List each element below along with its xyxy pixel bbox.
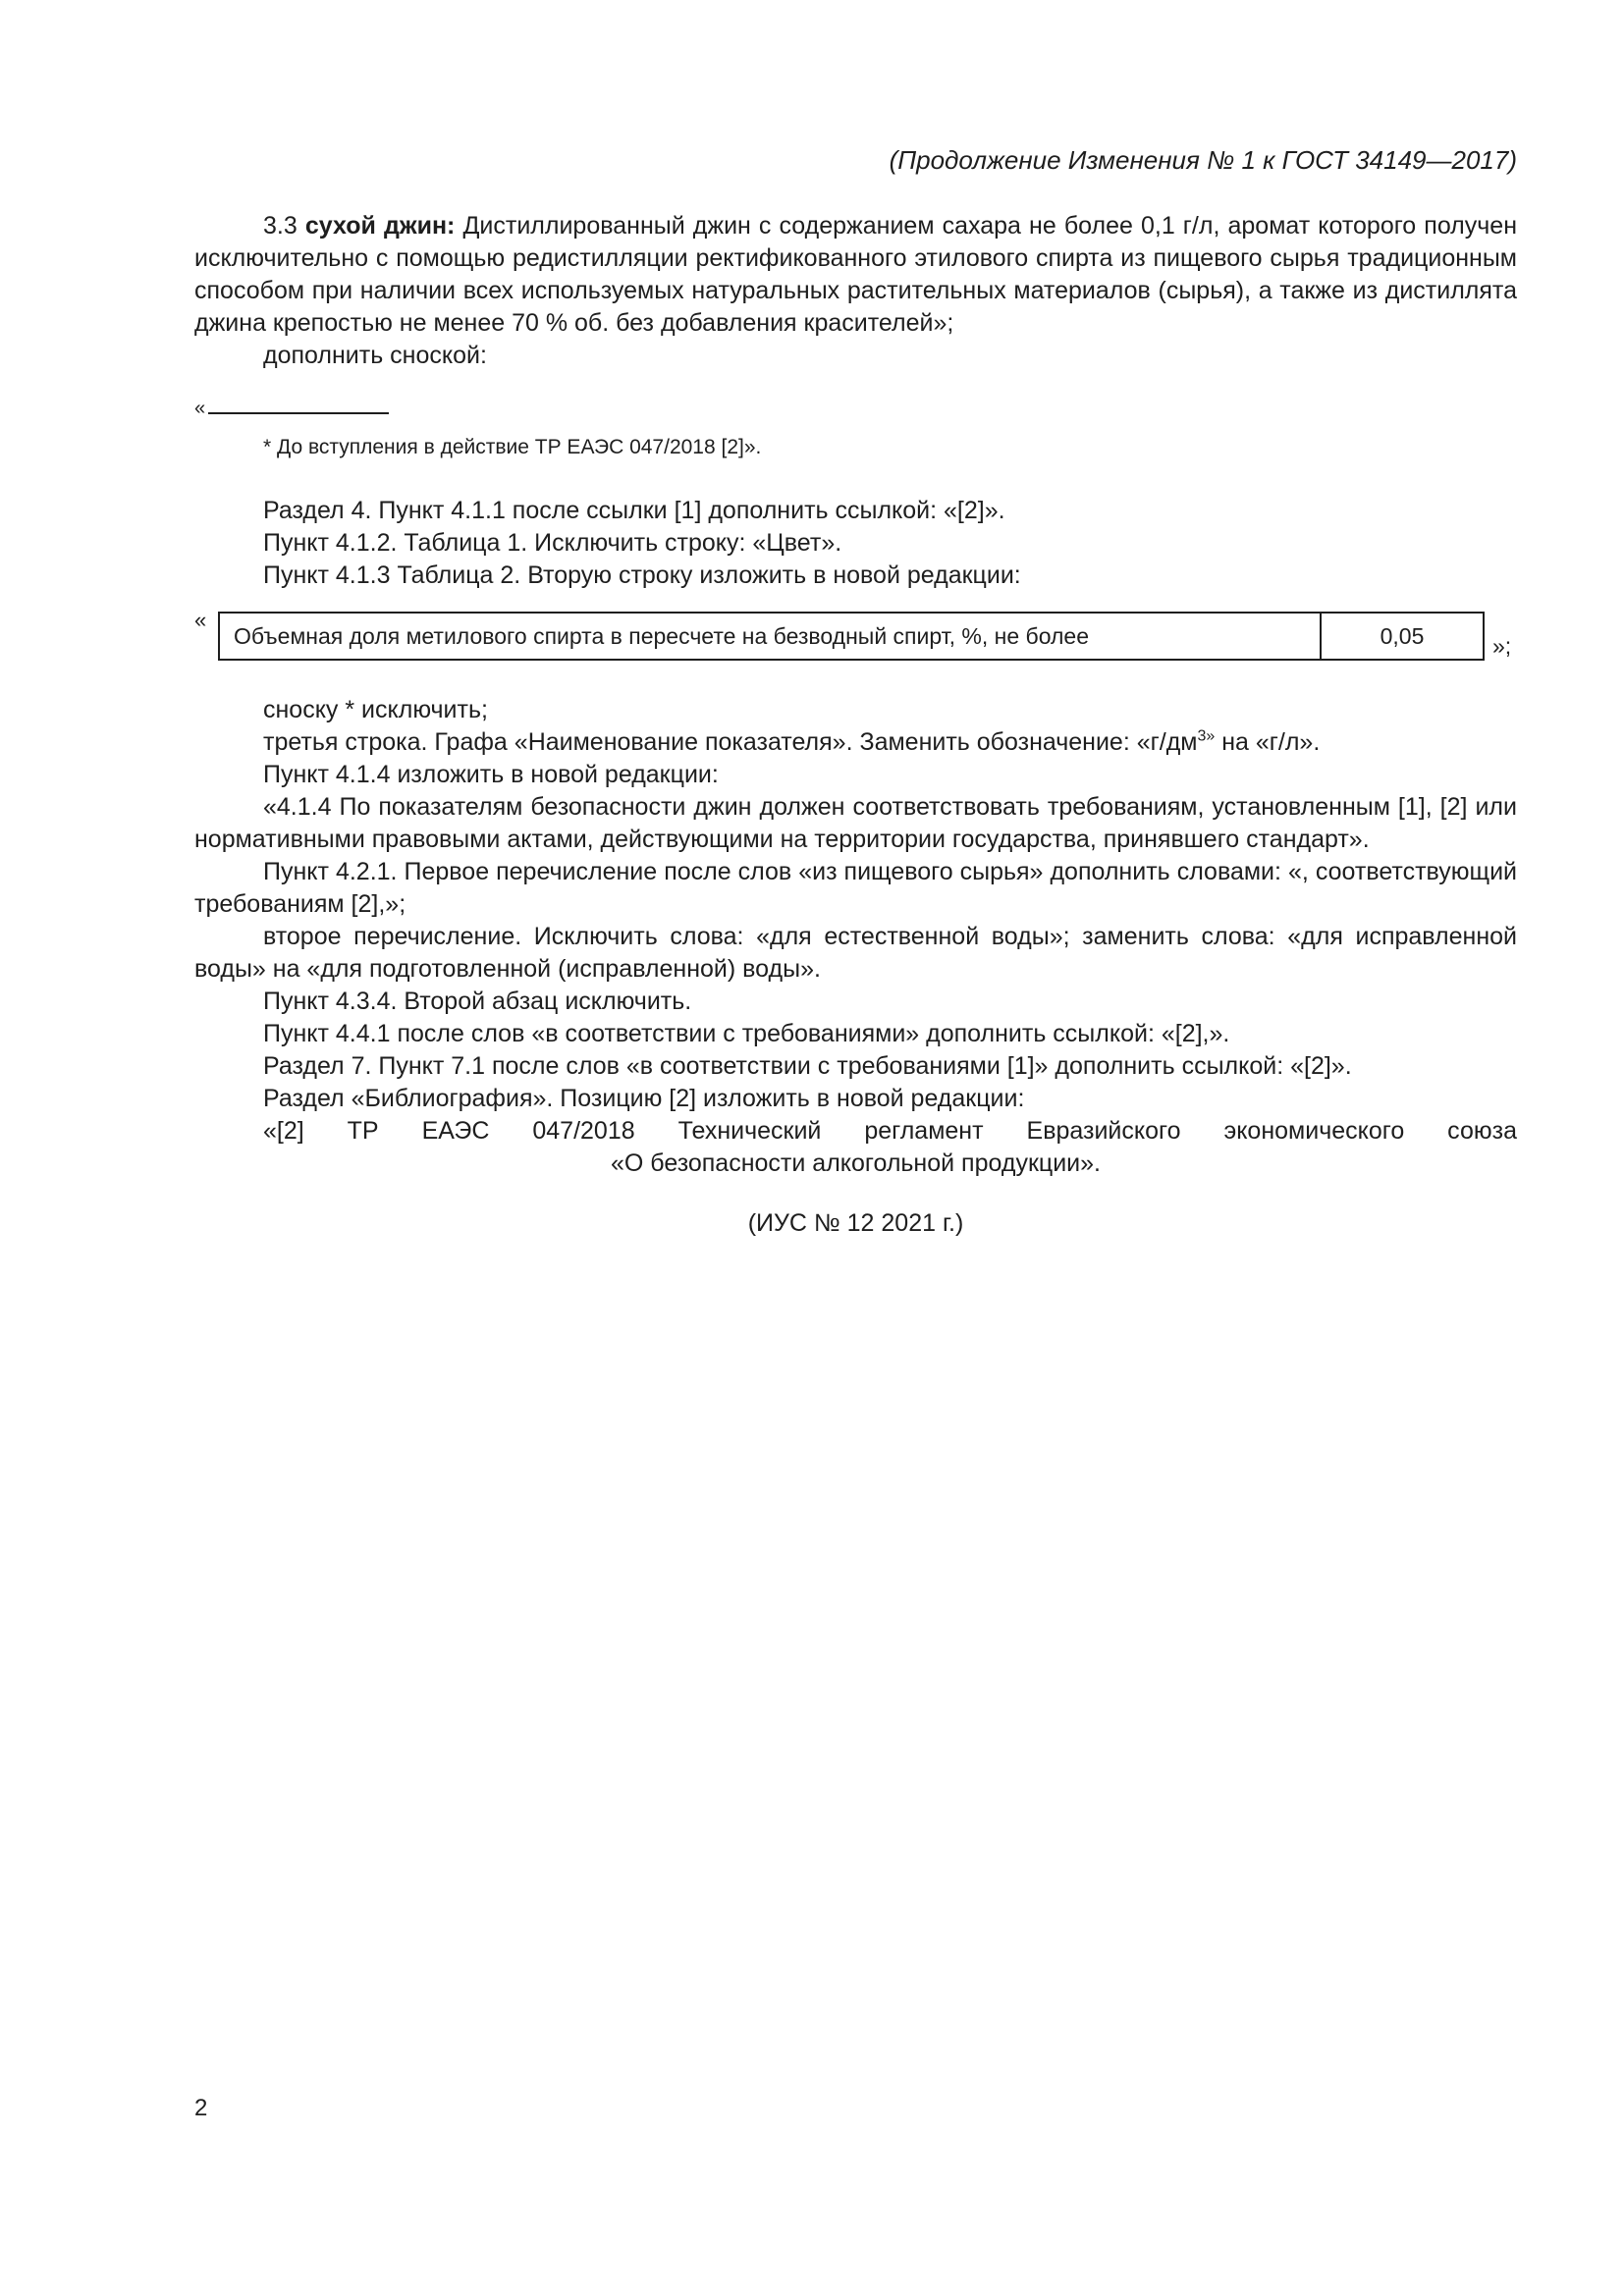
footnote-text: * До вступления в действие ТР ЕАЭС 047/2018 [2]». — [263, 436, 762, 458]
instruction-second-listing: второе перечисление. Исключить слова: «для естественной воды»; заменить слова: «для исправленной воды» на «для подготовленной (исправленной) воды». — [194, 923, 1517, 983]
instruction-4-1-4: Пункт 4.1.4 изложить в новой редакции: — [263, 761, 719, 788]
footnote-open-quote: « — [194, 398, 206, 419]
add-footnote-instruction: дополнить сноской: — [263, 342, 487, 369]
third-row-superscript: 3» — [1197, 727, 1216, 745]
instruction-4-1-2: Пункт 4.1.2. Таблица 1. Исключить строку: «Цвет». — [263, 529, 842, 557]
instruction-4-4-1: Пункт 4.4.1 после слов «в соответствии с требованиями» дополнить ссылкой: «[2],». — [263, 1020, 1230, 1047]
bibliography-entry-line1: «[2] ТР ЕАЭС 047/2018 Технический регламент Евразийского экономического союза — [263, 1117, 1517, 1145]
table-open-quote: « — [194, 608, 207, 632]
table-row — [219, 613, 1484, 660]
definition-term: сухой джин: — [304, 212, 456, 240]
ius-reference: (ИУС № 12 2021 г.) — [747, 1209, 964, 1237]
instruction-4-1-3: Пункт 4.1.3 Таблица 2. Вторую строку изложить в новой редакции: — [263, 561, 1021, 589]
page-number: 2 — [194, 2095, 208, 2121]
instruction-4-2-1: Пункт 4.2.1. Первое перечисление после слов «из пищевого сырья» дополнить словами: «, соответствующий требованиям [2],»; — [194, 858, 1517, 918]
bibliography-entry-line2: «О безопасности алкогольной продукции». — [611, 1149, 1101, 1177]
third-row-text-b: на «г/л». — [1215, 728, 1321, 756]
instruction-7-1: Раздел 7. Пункт 7.1 после слов «в соответствии с требованиями [1]» дополнить ссылкой: «[2]». — [263, 1052, 1352, 1080]
definition-number: 3.3 — [263, 212, 298, 240]
instruction-4-1-1: Раздел 4. Пункт 4.1.1 после ссылки [1] дополнить ссылкой: «[2]». — [263, 497, 1005, 524]
third-row-text-a: третья строка. Графа «Наименование показателя». Заменить обозначение: «г/дм — [263, 728, 1198, 756]
footnote-block — [194, 399, 1517, 465]
running-header: (Продолжение Изменения № 1 к ГОСТ 34149—2017) — [889, 145, 1517, 175]
instruction-third-row — [194, 726, 1517, 759]
footnote-rule — [208, 412, 389, 414]
replacement-table — [218, 612, 1485, 661]
definition-3-3 — [194, 210, 1517, 340]
value-cell: 0,05 — [1321, 613, 1484, 660]
instruction-bibliography: Раздел «Библиография». Позицию [2] изложить в новой редакции: — [263, 1085, 1025, 1112]
instruction-footnote-exclude: сноску * исключить; — [263, 696, 488, 723]
instruction-4-3-4: Пункт 4.3.4. Второй абзац исключить. — [263, 988, 692, 1015]
table-close-quote: »; — [1492, 633, 1512, 659]
document-body — [194, 210, 1517, 1240]
replacement-row-block — [194, 608, 1517, 680]
text-4-1-4: «4.1.4 По показателям безопасности джин должен соответствовать требованиям, установленным [1], [2] или нормативными правовыми актами, действующими на территории государства, принявшего стандарт». — [194, 793, 1517, 853]
indicator-cell: Объемная доля метилового спирта в пересчете на безводный спирт, %, не более — [219, 613, 1321, 660]
definition-text: Дистиллированный джин с содержанием сахара не более 0,1 г/л, аромат которого получен исключительно с помощью редистилляции ректификованного этилового спирта из пищевого сырья традиционным способом при наличии всех используемых натуральных растительных материалов (сырья), а также из дистиллята джина крепостью не менее 70 % об. без добавления красителей»; — [194, 212, 1518, 337]
